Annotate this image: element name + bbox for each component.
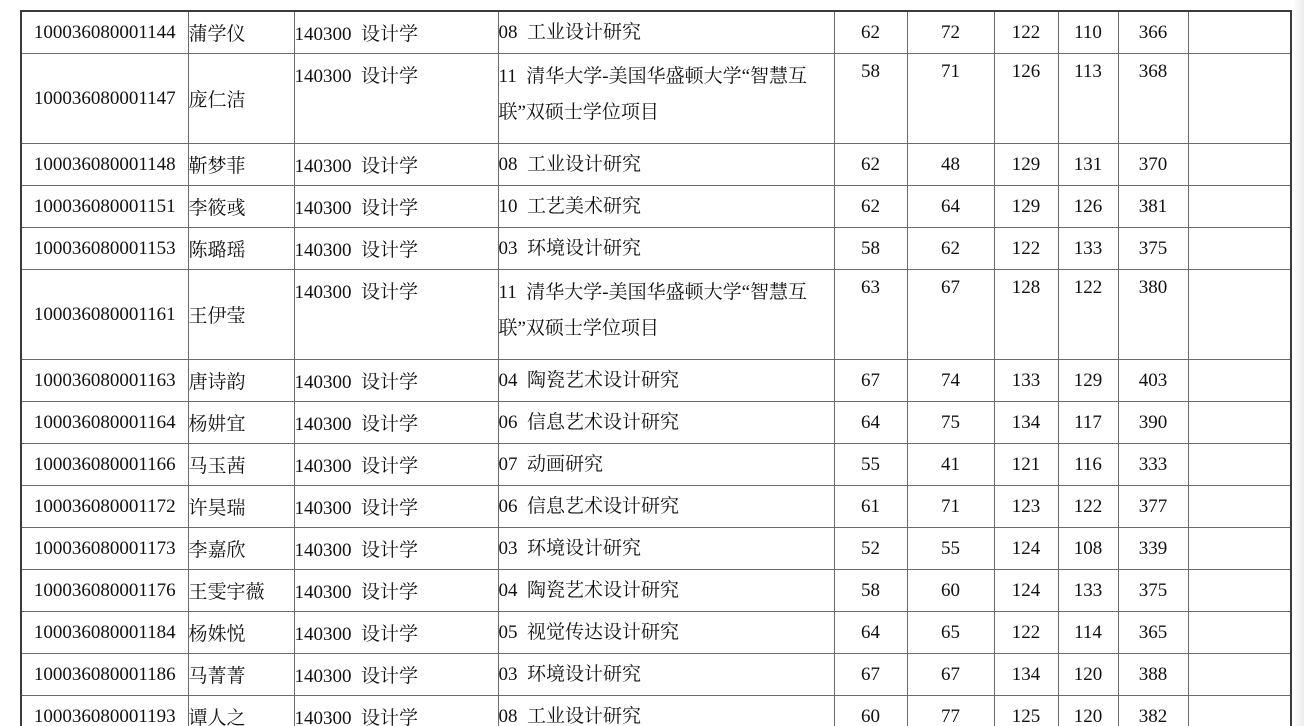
exam-score-table <box>20 10 1292 726</box>
candidate-name-cell: 马玉茜 <box>188 444 294 486</box>
research-direction-cell: 08 工业设计研究 <box>498 696 834 726</box>
score3-cell: 129 <box>994 186 1058 228</box>
table-body <box>21 11 1291 726</box>
research-direction-cell: 03 环境设计研究 <box>498 528 834 570</box>
major-code-cell: 140300 设计学 <box>294 228 498 270</box>
candidate-name-cell: 许昊瑞 <box>188 486 294 528</box>
table-row <box>21 696 1291 726</box>
table-row <box>21 11 1291 54</box>
total-score-cell: 381 <box>1118 186 1188 228</box>
candidate-id-cell: 100036080001172 <box>21 486 188 528</box>
total-score-cell: 368 <box>1118 54 1188 144</box>
research-direction-cell: 06 信息艺术设计研究 <box>498 402 834 444</box>
research-direction-cell: 06 信息艺术设计研究 <box>498 486 834 528</box>
major-code-cell: 140300 设计学 <box>294 11 498 54</box>
candidate-id-cell: 100036080001176 <box>21 570 188 612</box>
candidate-id-cell: 100036080001163 <box>21 360 188 402</box>
score1-cell: 52 <box>834 528 907 570</box>
research-direction-cell: 08 工业设计研究 <box>498 144 834 186</box>
candidate-name-cell: 杨姝悦 <box>188 612 294 654</box>
candidate-name-cell: 李嘉欣 <box>188 528 294 570</box>
score4-cell: 131 <box>1058 144 1118 186</box>
score4-cell: 120 <box>1058 696 1118 726</box>
major-code-cell: 140300 设计学 <box>294 360 498 402</box>
score2-cell: 41 <box>907 444 994 486</box>
major-code-cell: 140300 设计学 <box>294 144 498 186</box>
candidate-id-cell: 100036080001184 <box>21 612 188 654</box>
major-code-cell: 140300 设计学 <box>294 654 498 696</box>
major-code-cell: 140300 设计学 <box>294 402 498 444</box>
major-code-cell: 140300 设计学 <box>294 54 498 144</box>
score2-cell: 62 <box>907 228 994 270</box>
research-direction-cell: 10 工艺美术研究 <box>498 186 834 228</box>
score1-cell: 58 <box>834 228 907 270</box>
total-score-cell: 390 <box>1118 402 1188 444</box>
table-row <box>21 444 1291 486</box>
candidate-name-cell: 李筱彧 <box>188 186 294 228</box>
score2-cell: 67 <box>907 270 994 360</box>
score2-cell: 72 <box>907 11 994 54</box>
research-direction-cell: 04 陶瓷艺术设计研究 <box>498 570 834 612</box>
total-score-cell: 375 <box>1118 570 1188 612</box>
candidate-name-cell: 谭人之 <box>188 696 294 726</box>
candidate-name-cell: 马菁菁 <box>188 654 294 696</box>
score1-cell: 67 <box>834 360 907 402</box>
remark-cell <box>1188 228 1291 270</box>
remark-cell <box>1188 54 1291 144</box>
candidate-id-cell: 100036080001173 <box>21 528 188 570</box>
score3-cell: 134 <box>994 402 1058 444</box>
score2-cell: 75 <box>907 402 994 444</box>
remark-cell <box>1188 270 1291 360</box>
research-direction-cell: 11 清华大学-美国华盛顿大学“智慧互联”双硕士学位项目 <box>498 270 834 360</box>
research-direction-cell: 08 工业设计研究 <box>498 11 834 54</box>
score4-cell: 113 <box>1058 54 1118 144</box>
score1-cell: 58 <box>834 570 907 612</box>
candidate-name-cell: 王伊莹 <box>188 270 294 360</box>
candidate-id-cell: 100036080001166 <box>21 444 188 486</box>
major-code-cell: 140300 设计学 <box>294 528 498 570</box>
score4-cell: 114 <box>1058 612 1118 654</box>
major-code-cell: 140300 设计学 <box>294 486 498 528</box>
candidate-name-cell: 王雯宇薇 <box>188 570 294 612</box>
score1-cell: 64 <box>834 402 907 444</box>
candidate-id-cell: 100036080001148 <box>21 144 188 186</box>
candidate-id-cell: 100036080001186 <box>21 654 188 696</box>
score4-cell: 122 <box>1058 486 1118 528</box>
candidate-name-cell: 杨妌宜 <box>188 402 294 444</box>
score4-cell: 120 <box>1058 654 1118 696</box>
candidate-name-cell: 靳梦菲 <box>188 144 294 186</box>
remark-cell <box>1188 186 1291 228</box>
remark-cell <box>1188 612 1291 654</box>
major-code-cell: 140300 设计学 <box>294 270 498 360</box>
score4-cell: 133 <box>1058 228 1118 270</box>
remark-cell <box>1188 528 1291 570</box>
score1-cell: 62 <box>834 144 907 186</box>
score1-cell: 61 <box>834 486 907 528</box>
table-row <box>21 654 1291 696</box>
score4-cell: 122 <box>1058 270 1118 360</box>
score3-cell: 122 <box>994 228 1058 270</box>
major-code-cell: 140300 设计学 <box>294 696 498 726</box>
total-score-cell: 365 <box>1118 612 1188 654</box>
major-code-cell: 140300 设计学 <box>294 186 498 228</box>
total-score-cell: 382 <box>1118 696 1188 726</box>
score1-cell: 58 <box>834 54 907 144</box>
total-score-cell: 380 <box>1118 270 1188 360</box>
score2-cell: 71 <box>907 54 994 144</box>
major-code-cell: 140300 设计学 <box>294 612 498 654</box>
table-row <box>21 528 1291 570</box>
table-row <box>21 228 1291 270</box>
score3-cell: 124 <box>994 570 1058 612</box>
score3-cell: 126 <box>994 54 1058 144</box>
total-score-cell: 377 <box>1118 486 1188 528</box>
candidate-name-cell: 唐诗韵 <box>188 360 294 402</box>
score4-cell: 110 <box>1058 11 1118 54</box>
remark-cell <box>1188 444 1291 486</box>
score1-cell: 64 <box>834 612 907 654</box>
remark-cell <box>1188 360 1291 402</box>
major-code-cell: 140300 设计学 <box>294 444 498 486</box>
candidate-id-cell: 100036080001147 <box>21 54 188 144</box>
score3-cell: 128 <box>994 270 1058 360</box>
candidate-name-cell: 蒲学仪 <box>188 11 294 54</box>
candidate-id-cell: 100036080001151 <box>21 186 188 228</box>
score3-cell: 129 <box>994 144 1058 186</box>
score3-cell: 122 <box>994 11 1058 54</box>
score4-cell: 116 <box>1058 444 1118 486</box>
research-direction-cell: 03 环境设计研究 <box>498 228 834 270</box>
research-direction-cell: 05 视觉传达设计研究 <box>498 612 834 654</box>
score2-cell: 55 <box>907 528 994 570</box>
candidate-id-cell: 100036080001161 <box>21 270 188 360</box>
score2-cell: 71 <box>907 486 994 528</box>
score1-cell: 63 <box>834 270 907 360</box>
score4-cell: 129 <box>1058 360 1118 402</box>
score2-cell: 48 <box>907 144 994 186</box>
score1-cell: 60 <box>834 696 907 726</box>
remark-cell <box>1188 402 1291 444</box>
score3-cell: 121 <box>994 444 1058 486</box>
total-score-cell: 388 <box>1118 654 1188 696</box>
score4-cell: 117 <box>1058 402 1118 444</box>
score2-cell: 67 <box>907 654 994 696</box>
table-row <box>21 54 1291 144</box>
score4-cell: 126 <box>1058 186 1118 228</box>
candidate-name-cell: 陈璐瑶 <box>188 228 294 270</box>
research-direction-cell: 11 清华大学-美国华盛顿大学“智慧互联”双硕士学位项目 <box>498 54 834 144</box>
score1-cell: 67 <box>834 654 907 696</box>
remark-cell <box>1188 654 1291 696</box>
table-row <box>21 486 1291 528</box>
total-score-cell: 366 <box>1118 11 1188 54</box>
page-edge-shadow <box>1294 0 1304 726</box>
candidate-id-cell: 100036080001164 <box>21 402 188 444</box>
research-direction-cell: 04 陶瓷艺术设计研究 <box>498 360 834 402</box>
research-direction-cell: 03 环境设计研究 <box>498 654 834 696</box>
score3-cell: 125 <box>994 696 1058 726</box>
total-score-cell: 403 <box>1118 360 1188 402</box>
candidate-name-cell: 庞仁洁 <box>188 54 294 144</box>
score2-cell: 64 <box>907 186 994 228</box>
table-row <box>21 612 1291 654</box>
table-row <box>21 402 1291 444</box>
table-row <box>21 144 1291 186</box>
remark-cell <box>1188 486 1291 528</box>
remark-cell <box>1188 570 1291 612</box>
score1-cell: 62 <box>834 11 907 54</box>
score4-cell: 108 <box>1058 528 1118 570</box>
score2-cell: 77 <box>907 696 994 726</box>
table-row <box>21 570 1291 612</box>
table-row <box>21 270 1291 360</box>
remark-cell <box>1188 11 1291 54</box>
score3-cell: 123 <box>994 486 1058 528</box>
candidate-id-cell: 100036080001193 <box>21 696 188 726</box>
remark-cell <box>1188 696 1291 726</box>
table-row <box>21 360 1291 402</box>
candidate-id-cell: 100036080001144 <box>21 11 188 54</box>
score3-cell: 124 <box>994 528 1058 570</box>
remark-cell <box>1188 144 1291 186</box>
candidate-id-cell: 100036080001153 <box>21 228 188 270</box>
total-score-cell: 333 <box>1118 444 1188 486</box>
score2-cell: 60 <box>907 570 994 612</box>
score1-cell: 62 <box>834 186 907 228</box>
score3-cell: 134 <box>994 654 1058 696</box>
score2-cell: 74 <box>907 360 994 402</box>
total-score-cell: 370 <box>1118 144 1188 186</box>
total-score-cell: 375 <box>1118 228 1188 270</box>
total-score-cell: 339 <box>1118 528 1188 570</box>
score3-cell: 122 <box>994 612 1058 654</box>
score4-cell: 133 <box>1058 570 1118 612</box>
research-direction-cell: 07 动画研究 <box>498 444 834 486</box>
score1-cell: 55 <box>834 444 907 486</box>
major-code-cell: 140300 设计学 <box>294 570 498 612</box>
table-row <box>21 186 1291 228</box>
score3-cell: 133 <box>994 360 1058 402</box>
score2-cell: 65 <box>907 612 994 654</box>
